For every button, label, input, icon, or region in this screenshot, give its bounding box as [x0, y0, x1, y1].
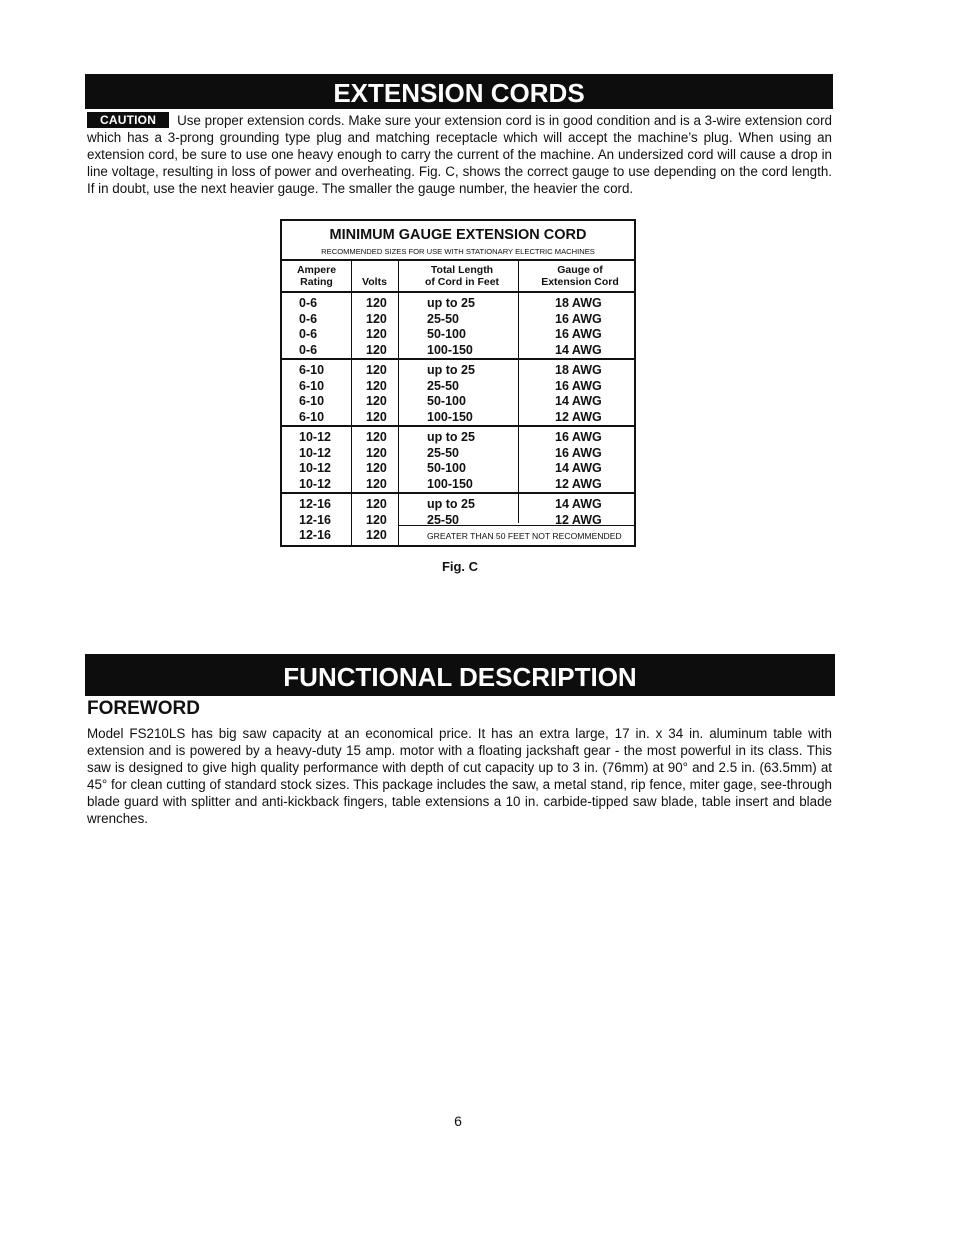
header-ampere: Ampere Rating [296, 264, 337, 288]
header-volts: Volts [362, 276, 387, 288]
foreword-heading: FOREWORD [87, 698, 200, 719]
length-column-group-4: up to 25 25-50 [427, 497, 475, 527]
gauge-column-group-4: 14 AWG 12 AWG [555, 497, 602, 527]
gauge-column-group-3: 16 AWG 16 AWG 14 AWG 12 AWG [555, 430, 602, 491]
table-subtitle: RECOMMENDED SIZES FOR USE WITH STATIONARY ELECTRIC MACHINES [321, 247, 595, 256]
ampere-column-group-1: 0-6 0-6 0-6 0-6 [299, 296, 318, 357]
table-rule [282, 492, 634, 494]
length-column-group-3: up to 25 25-50 50-100 100-150 [427, 430, 475, 491]
length-column-group-1: up to 25 25-50 50-100 100-150 [427, 296, 475, 357]
table-rule [282, 291, 634, 293]
ampere-column-group-4: 12-16 12-16 12-16 [299, 497, 331, 542]
table-rule [282, 425, 634, 427]
caution-badge: CAUTION [87, 112, 169, 128]
volts-column-group-1: 120 120 120 120 [366, 296, 387, 357]
extension-cords-heading: EXTENSION CORDS [85, 74, 833, 109]
page-number: 6 [454, 1113, 462, 1129]
length-column-group-2: up to 25 25-50 50-100 100-150 [427, 363, 475, 424]
extension-cords-paragraph [87, 112, 832, 197]
table-column-rule [398, 260, 399, 545]
volts-column-group-4: 120 120 120 [366, 497, 387, 542]
functional-description-heading: FUNCTIONAL DESCRIPTION [85, 654, 835, 696]
table-note: GREATER THAN 50 FEET NOT RECOMMENDED [427, 531, 622, 541]
header-length: Total Length of Cord in Feet [424, 264, 500, 288]
table-column-rule [351, 260, 352, 545]
figure-caption: Fig. C [441, 559, 479, 574]
table-column-rule [518, 260, 519, 523]
ampere-column-group-2: 6-10 6-10 6-10 6-10 [299, 363, 325, 424]
table-rule [282, 358, 634, 360]
table-title: MINIMUM GAUGE EXTENSION CORD [329, 227, 587, 243]
foreword-paragraph: Model FS210LS has big saw capacity at an economical price. It has an extra large, 17 in. x 34 in. aluminum table with extension and is powered by a heavy-duty 15 amp. motor with a floating jackshaft gear - the most powerful in its class. This saw is designed to give high quality performance with depth of cut capacity up to 3 in. (76mm) at 90° and 2.5 in. (63.5mm) at 45° for clean cutting of standard stock sizes. This package includes the saw, a metal stand, rip fence, miter gage, see-through blade guard with splitter and anti-kickback fingers, table extensions a 10 in. carbide-tipped saw blade, table insert and blade wrenches. [87, 726, 832, 826]
gauge-column-group-2: 18 AWG 16 AWG 14 AWG 12 AWG [555, 363, 602, 424]
volts-column-group-2: 120 120 120 120 [366, 363, 387, 424]
ampere-column-group-3: 10-12 10-12 10-12 10-12 [299, 430, 331, 491]
volts-column-group-3: 120 120 120 120 [366, 430, 387, 491]
table-rule [282, 259, 634, 261]
extension-cords-text: Use proper extension cords. Make sure your extension cord is in good condition and is a 3-wire extension cord which has a 3-prong grounding type plug and matching receptacle which will accept the machine’s plug. When using an extension cord, be sure to use one heavy enough to carry the current of the machine. An undersized cord will cause a drop in line voltage, resulting in loss of power and overheating. Fig. C, shows the correct gauge to use depending on the cord length. If in doubt, use the next heavier gauge. The smaller the gauge number, the heavier the cord. [87, 113, 832, 196]
header-gauge: Gauge of Extension Cord [541, 264, 619, 288]
gauge-table [280, 219, 636, 547]
gauge-column-group-1: 18 AWG 16 AWG 16 AWG 14 AWG [555, 296, 602, 357]
